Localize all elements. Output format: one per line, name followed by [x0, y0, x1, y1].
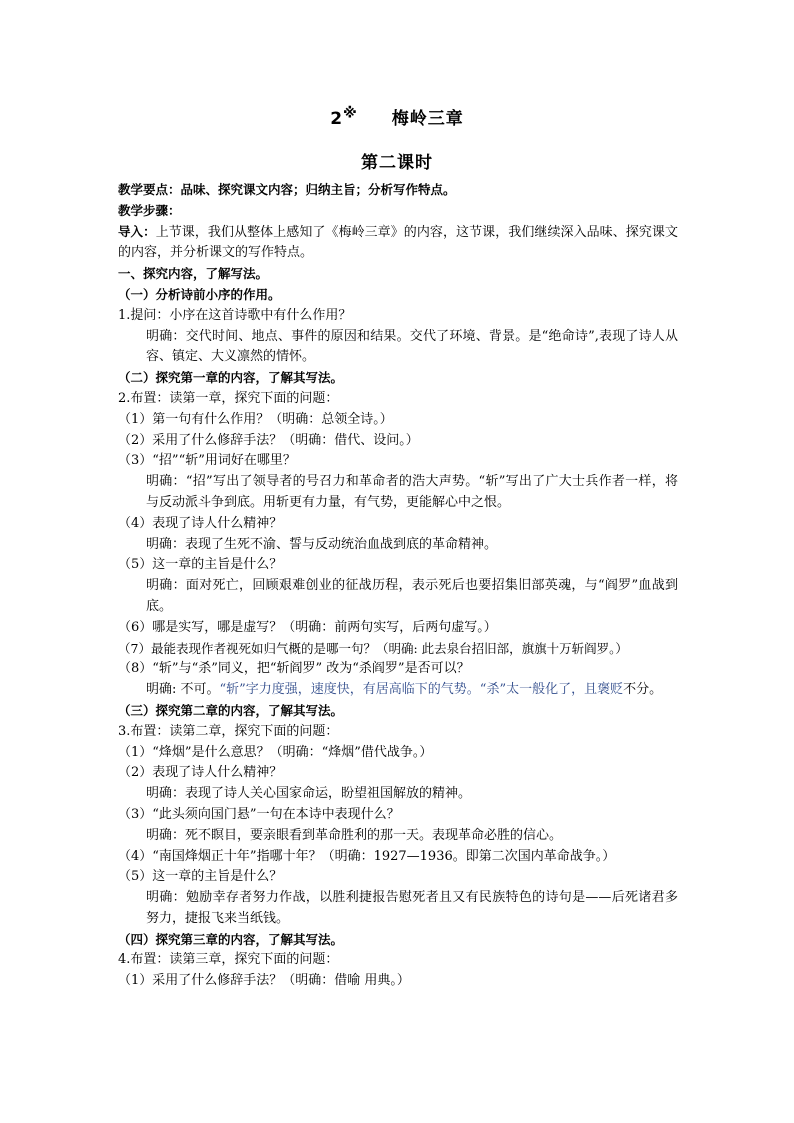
question-4: 4.布置：读第三章，探究下面的问题：	[118, 952, 339, 968]
lesson-title	[0, 104, 794, 129]
answer-3-2: 明确：表现了诗人关心国家命运，盼望祖国解放的精神。	[146, 786, 472, 802]
title-text: 梅岭三章	[391, 109, 464, 129]
question-2-6: （6）哪是实写，哪是虚写？（明确：前两句实写，后两句虚写。）	[118, 619, 497, 635]
question-3-1: （1）“烽烟”是什么意思？（明确：“烽烟”借代战争。）	[118, 744, 433, 760]
question-3-4: （4）“南国烽烟正十年”指哪十年？（明确：1927—1936。即第二次国内革命战争。）	[118, 848, 616, 864]
steps-heading: 教学步骤：	[118, 202, 181, 218]
question-3-5: （5）这一章的主旨是什么？	[118, 869, 283, 885]
question-1: 1.提问：小序在这首诗歌中有什么作用？	[118, 307, 352, 323]
title-number: 2※	[330, 105, 358, 129]
answer-2-3: 明确：“招”写出了领导者的号召力和革命者的浩大声势。“斩”写出了广大士兵作者一样，将与反动派斗争到底。用斩更有力量，有气势，更能解心中之恨。	[146, 474, 678, 510]
question-2-8: （8）“斩”与“杀”同义，把“斩阎罗” 改为“杀阎罗”是否可以？	[118, 661, 470, 677]
answer-3-5: 明确：勉励幸存者努力作战，以胜利捷报告慰死者且又有民族特色的诗句是——后死诸君多努力，捷报飞来当纸钱。	[146, 890, 678, 926]
answer-2-8: 明确: 不可。“斩”字力度强，速度快，有居高临下的气势。“杀”太一般化了，且褒贬不分。	[146, 682, 663, 698]
question-2-7: （7）最能表现作者视死如归气概的是哪一句？（明确: 此去泉台招旧部，旗旗十万斩阎罗。）	[118, 640, 628, 656]
question-4-1: （1）采用了什么修辞手法？（明确：借喻 用典。）	[118, 973, 410, 989]
answer-2-5: 明确：面对死亡，回顾艰难创业的征战历程，表示死后也要招集旧部英魂，与“阎罗”血战到底。	[146, 578, 678, 614]
lesson-body	[118, 180, 678, 992]
question-3-2: （2）表现了诗人什么精神？	[118, 765, 283, 781]
question-2-1: （1）第一句有什么作用？（明确：总领全诗。）	[118, 411, 393, 427]
question-2-2: （2）采用了什么修辞手法？（明确：借代、设问。）	[118, 432, 419, 448]
section-1-1-heading: （一）分析诗前小序的作用。	[118, 286, 281, 302]
section-1-4-heading: （四）探究第三章的内容，了解其写法。	[118, 931, 344, 947]
answer-2-4: 明确：表现了生死不渝、誓与反动统治血战到底的革命精神。	[146, 536, 498, 552]
question-2: 2.布置：读第一章，探究下面的问题：	[118, 390, 339, 406]
question-3: 3.布置：读第二章，探究下面的问题：	[118, 723, 339, 739]
intro-paragraph: 导入：上节课，我们从整体上感知了《梅岭三章》的内容，这节课，我们继续深入品味、探究课文的内容，并分析课文的写作特点。	[118, 223, 678, 261]
answer-1: 明确：交代时间、地点、事件的原因和结果。交代了环境、背景。是“绝命诗”,表现了诗人从容、镇定、大义凛然的情怀。	[146, 328, 678, 365]
question-2-3: （3）“招”“斩”用词好在哪里？	[118, 453, 296, 469]
answer-3-3: 明确：死不瞑目，要亲眼看到革命胜利的那一天。表现革命必胜的信心。	[146, 827, 563, 843]
lesson-subtitle: 第二课时	[361, 153, 433, 173]
section-1-3-heading: （三）探究第二章的内容，了解其写法。	[118, 702, 344, 718]
section-1-2-heading: （二）探究第一章的内容，了解其写法。	[118, 370, 344, 386]
question-2-4: （4）表现了诗人什么精神？	[118, 515, 283, 531]
question-3-3: （3）“此头须向国门悬”一句在本诗中表现什么？	[118, 806, 400, 822]
question-2-5: （5）这一章的主旨是什么？	[118, 557, 283, 573]
section-1-heading: 一、探究内容，了解写法。	[118, 266, 269, 282]
key-points: 教学要点：品味、探究课文内容；归纳主旨；分析写作特点。	[118, 182, 456, 197]
